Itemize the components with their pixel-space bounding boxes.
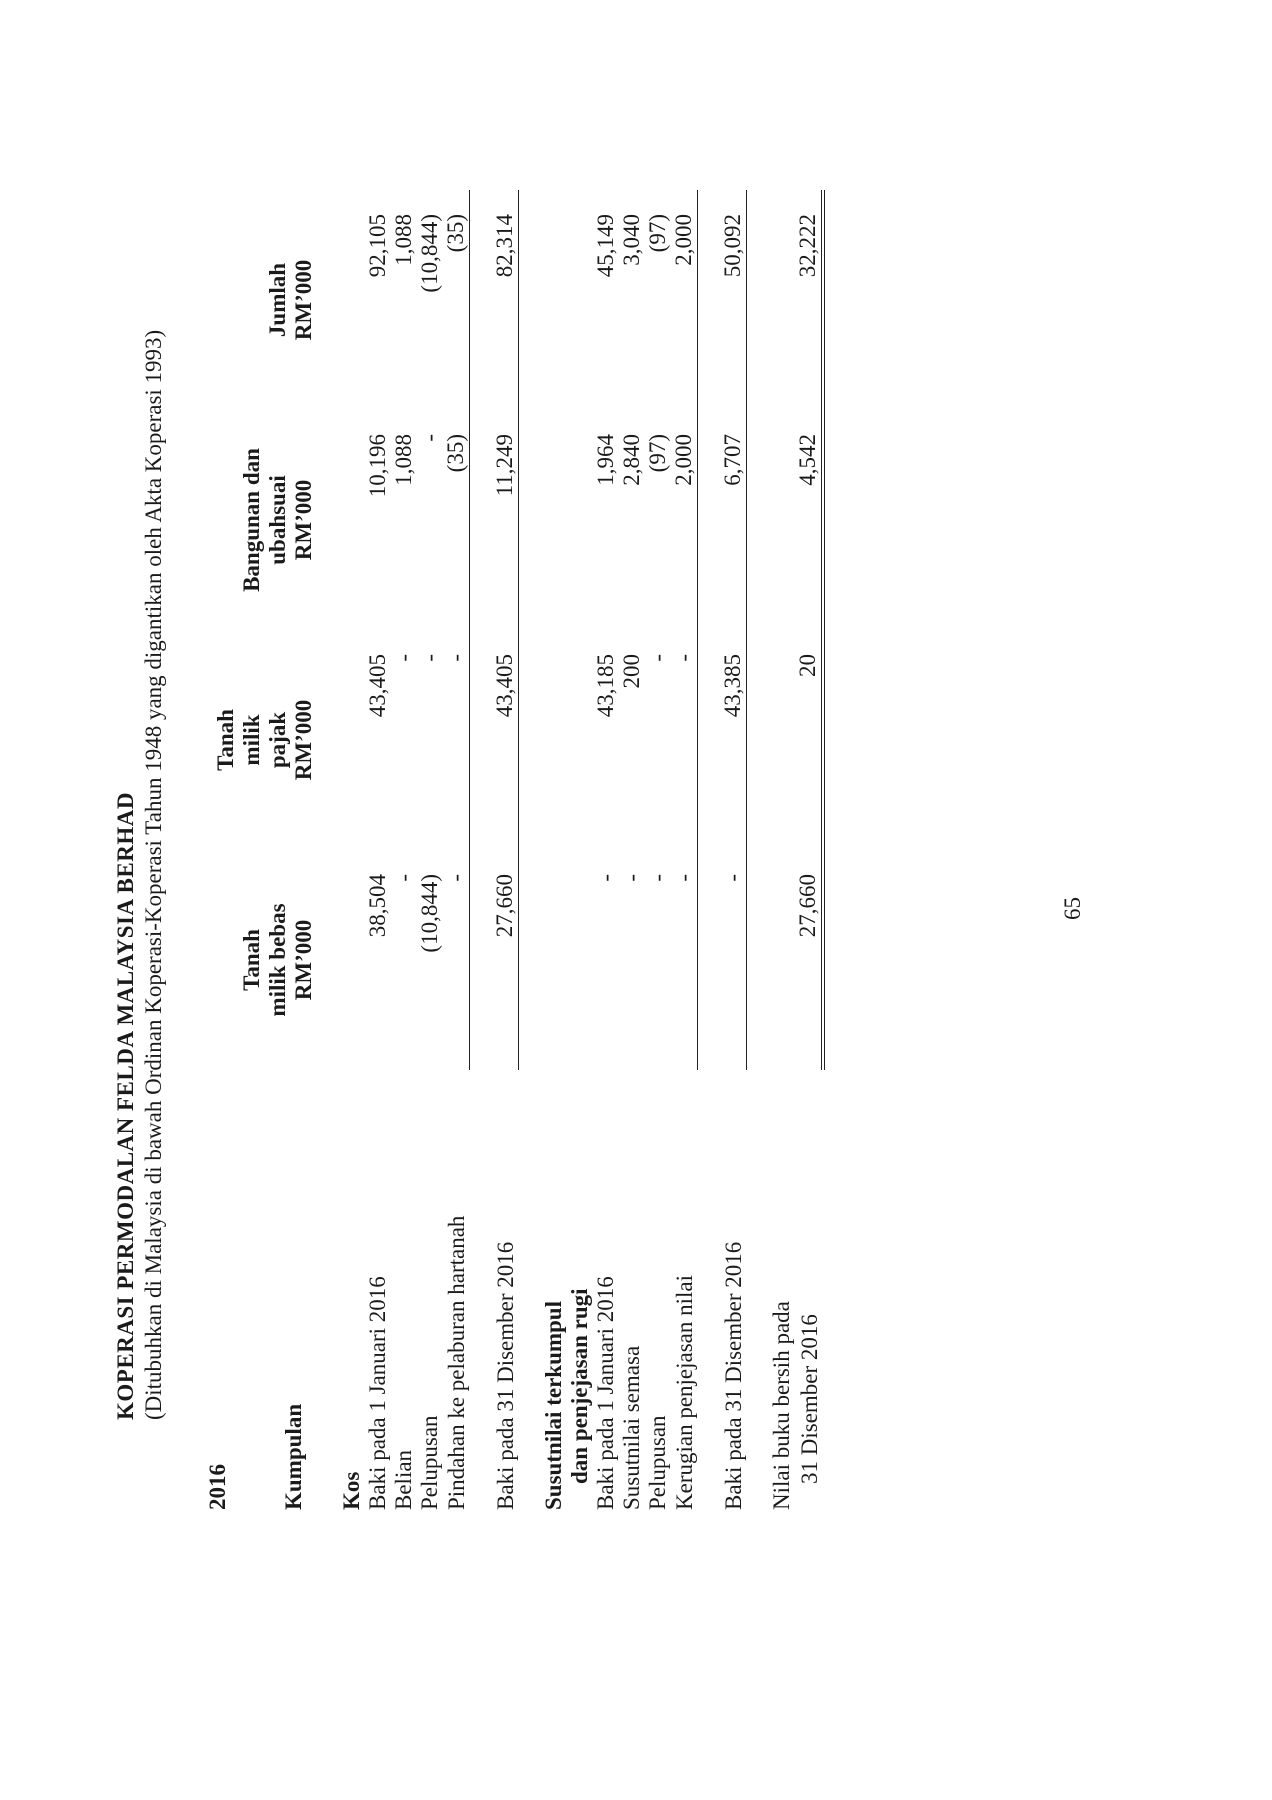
page-number: 65 <box>1060 897 1085 920</box>
cell-value: - <box>443 850 470 1070</box>
row-label: Kerugian penjejasan nilai <box>671 1274 697 1510</box>
table-row <box>769 190 795 1510</box>
subtotal-row <box>492 190 519 1510</box>
company-subtitle: (Ditubuhkan di Malaysia di bawah Ordinan Koperasi-Koperasi Tahun 1948 yang digantikan oleh Akta Koperasi 1993) <box>141 329 166 1420</box>
cell-value: 27,660 <box>492 850 519 1070</box>
column-header-total <box>205 190 317 410</box>
section-heading-row <box>567 190 593 1510</box>
depreciation-heading: Susutnilai terkumpul <box>541 1301 566 1510</box>
table-row <box>593 190 619 1510</box>
row-label: Baki pada 31 Disember 2016 <box>720 1241 746 1510</box>
cell-value: (97) <box>645 434 670 473</box>
column-header-row <box>205 190 317 1510</box>
table-row <box>391 190 417 1510</box>
table-row <box>671 190 698 1510</box>
cell-value: 82,314 <box>492 190 519 410</box>
cell-value: 4,542 <box>795 410 823 630</box>
row-label: Pindahan ke pelaburan hartanah <box>443 1215 469 1510</box>
nbv-label: Nilai buku bersih pada <box>769 1301 794 1510</box>
table-row <box>417 190 443 1510</box>
cell-value: 6,707 <box>720 410 747 630</box>
cell-value: - <box>593 874 618 882</box>
cell-value: 43,185 <box>593 654 618 718</box>
row-label: Baki pada 31 Disember 2016 <box>492 1241 518 1510</box>
row-label: Baki pada 1 Januari 2016 <box>593 1276 618 1510</box>
cell-value: 45,149 <box>593 214 618 278</box>
row-label: Pelupusan <box>417 1415 442 1510</box>
cell-value: 1,088 <box>391 214 416 266</box>
group-label: Kumpulan <box>281 1403 306 1510</box>
cell-value: - <box>645 654 670 662</box>
col-header-line: RM’000 <box>291 699 316 781</box>
subtotal-row <box>720 190 747 1510</box>
col-header-line: ubahsuai <box>265 475 290 565</box>
cell-value: 50,092 <box>720 190 747 410</box>
cell-value: - <box>645 874 670 882</box>
section-heading-row <box>541 190 567 1510</box>
cell-value: 43,405 <box>365 654 390 718</box>
table-row <box>645 190 671 1510</box>
cell-value: 20 <box>795 630 823 850</box>
cell-value: 32,222 <box>795 190 823 410</box>
col-header-line: pajak <box>265 711 290 769</box>
column-header-leasehold-land <box>205 630 317 850</box>
cell-value: 27,660 <box>795 850 823 1070</box>
row-label: Susutnilai semasa <box>619 1345 644 1510</box>
ppe-note-table <box>205 190 825 1510</box>
col-header-line: milik <box>239 714 264 766</box>
col-header-line: RM’000 <box>291 259 316 341</box>
cell-value: (35) <box>443 190 470 410</box>
cell-value: - <box>720 850 747 1070</box>
document-header <box>112 120 168 1420</box>
table-row <box>365 190 391 1510</box>
cell-value: 11,249 <box>492 410 519 630</box>
col-header-line: RM’000 <box>291 919 316 1001</box>
cell-value: (10,844) <box>417 874 442 953</box>
depreciation-heading-cont: dan penjejasan rugi <box>567 1288 592 1484</box>
cell-value: 2,000 <box>671 190 698 410</box>
col-header-line: Tanah <box>213 709 238 771</box>
cell-value: 200 <box>619 654 644 689</box>
table-row <box>443 190 470 1510</box>
cell-value: 43,405 <box>492 630 519 850</box>
company-title: KOPERASI PERMODALAN FELDA MALAYSIA BERHAD <box>113 792 138 1420</box>
cell-value: 92,105 <box>365 214 390 278</box>
cell-value: (10,844) <box>417 214 442 293</box>
cell-value: - <box>391 874 416 882</box>
cell-value: - <box>443 630 470 850</box>
cell-value: - <box>417 434 442 442</box>
table-row <box>619 190 645 1510</box>
col-header-line: Tanah <box>239 929 264 991</box>
cell-value: - <box>417 654 442 662</box>
col-header-line: Bangunan dan <box>239 448 264 592</box>
cost-heading: Kos <box>339 1471 364 1510</box>
col-header-line: Jumlah <box>265 262 290 338</box>
financial-table <box>205 190 825 1510</box>
cell-value: 3,040 <box>619 214 644 266</box>
row-label: Baki pada 1 Januari 2016 <box>365 1276 390 1510</box>
cell-value: (97) <box>645 214 670 253</box>
row-label: Belian <box>391 1449 416 1510</box>
col-header-line: RM’000 <box>291 479 316 561</box>
cell-value: - <box>391 654 416 662</box>
cell-value: 1,964 <box>593 434 618 486</box>
cell-value: (35) <box>443 410 470 630</box>
column-header-buildings <box>205 410 317 630</box>
cell-value: 2,840 <box>619 434 644 486</box>
cell-value: 1,088 <box>391 434 416 486</box>
cell-value: - <box>671 630 698 850</box>
row-label: Pelupusan <box>645 1415 670 1510</box>
column-header-freehold-land <box>205 850 317 1070</box>
year-label: 2016 <box>205 1464 230 1510</box>
col-header-line: milik bebas <box>265 903 290 1017</box>
nbv-label-cont: 31 Disember 2016 <box>797 1314 822 1484</box>
cell-value: 43,385 <box>720 630 747 850</box>
cell-value: 10,196 <box>365 434 390 498</box>
cell-value: 38,504 <box>365 874 390 938</box>
section-heading-row <box>339 190 365 1510</box>
cell-value: - <box>619 874 644 882</box>
total-row <box>795 190 823 1510</box>
cell-value: 2,000 <box>671 410 698 630</box>
cell-value: - <box>671 850 698 1070</box>
